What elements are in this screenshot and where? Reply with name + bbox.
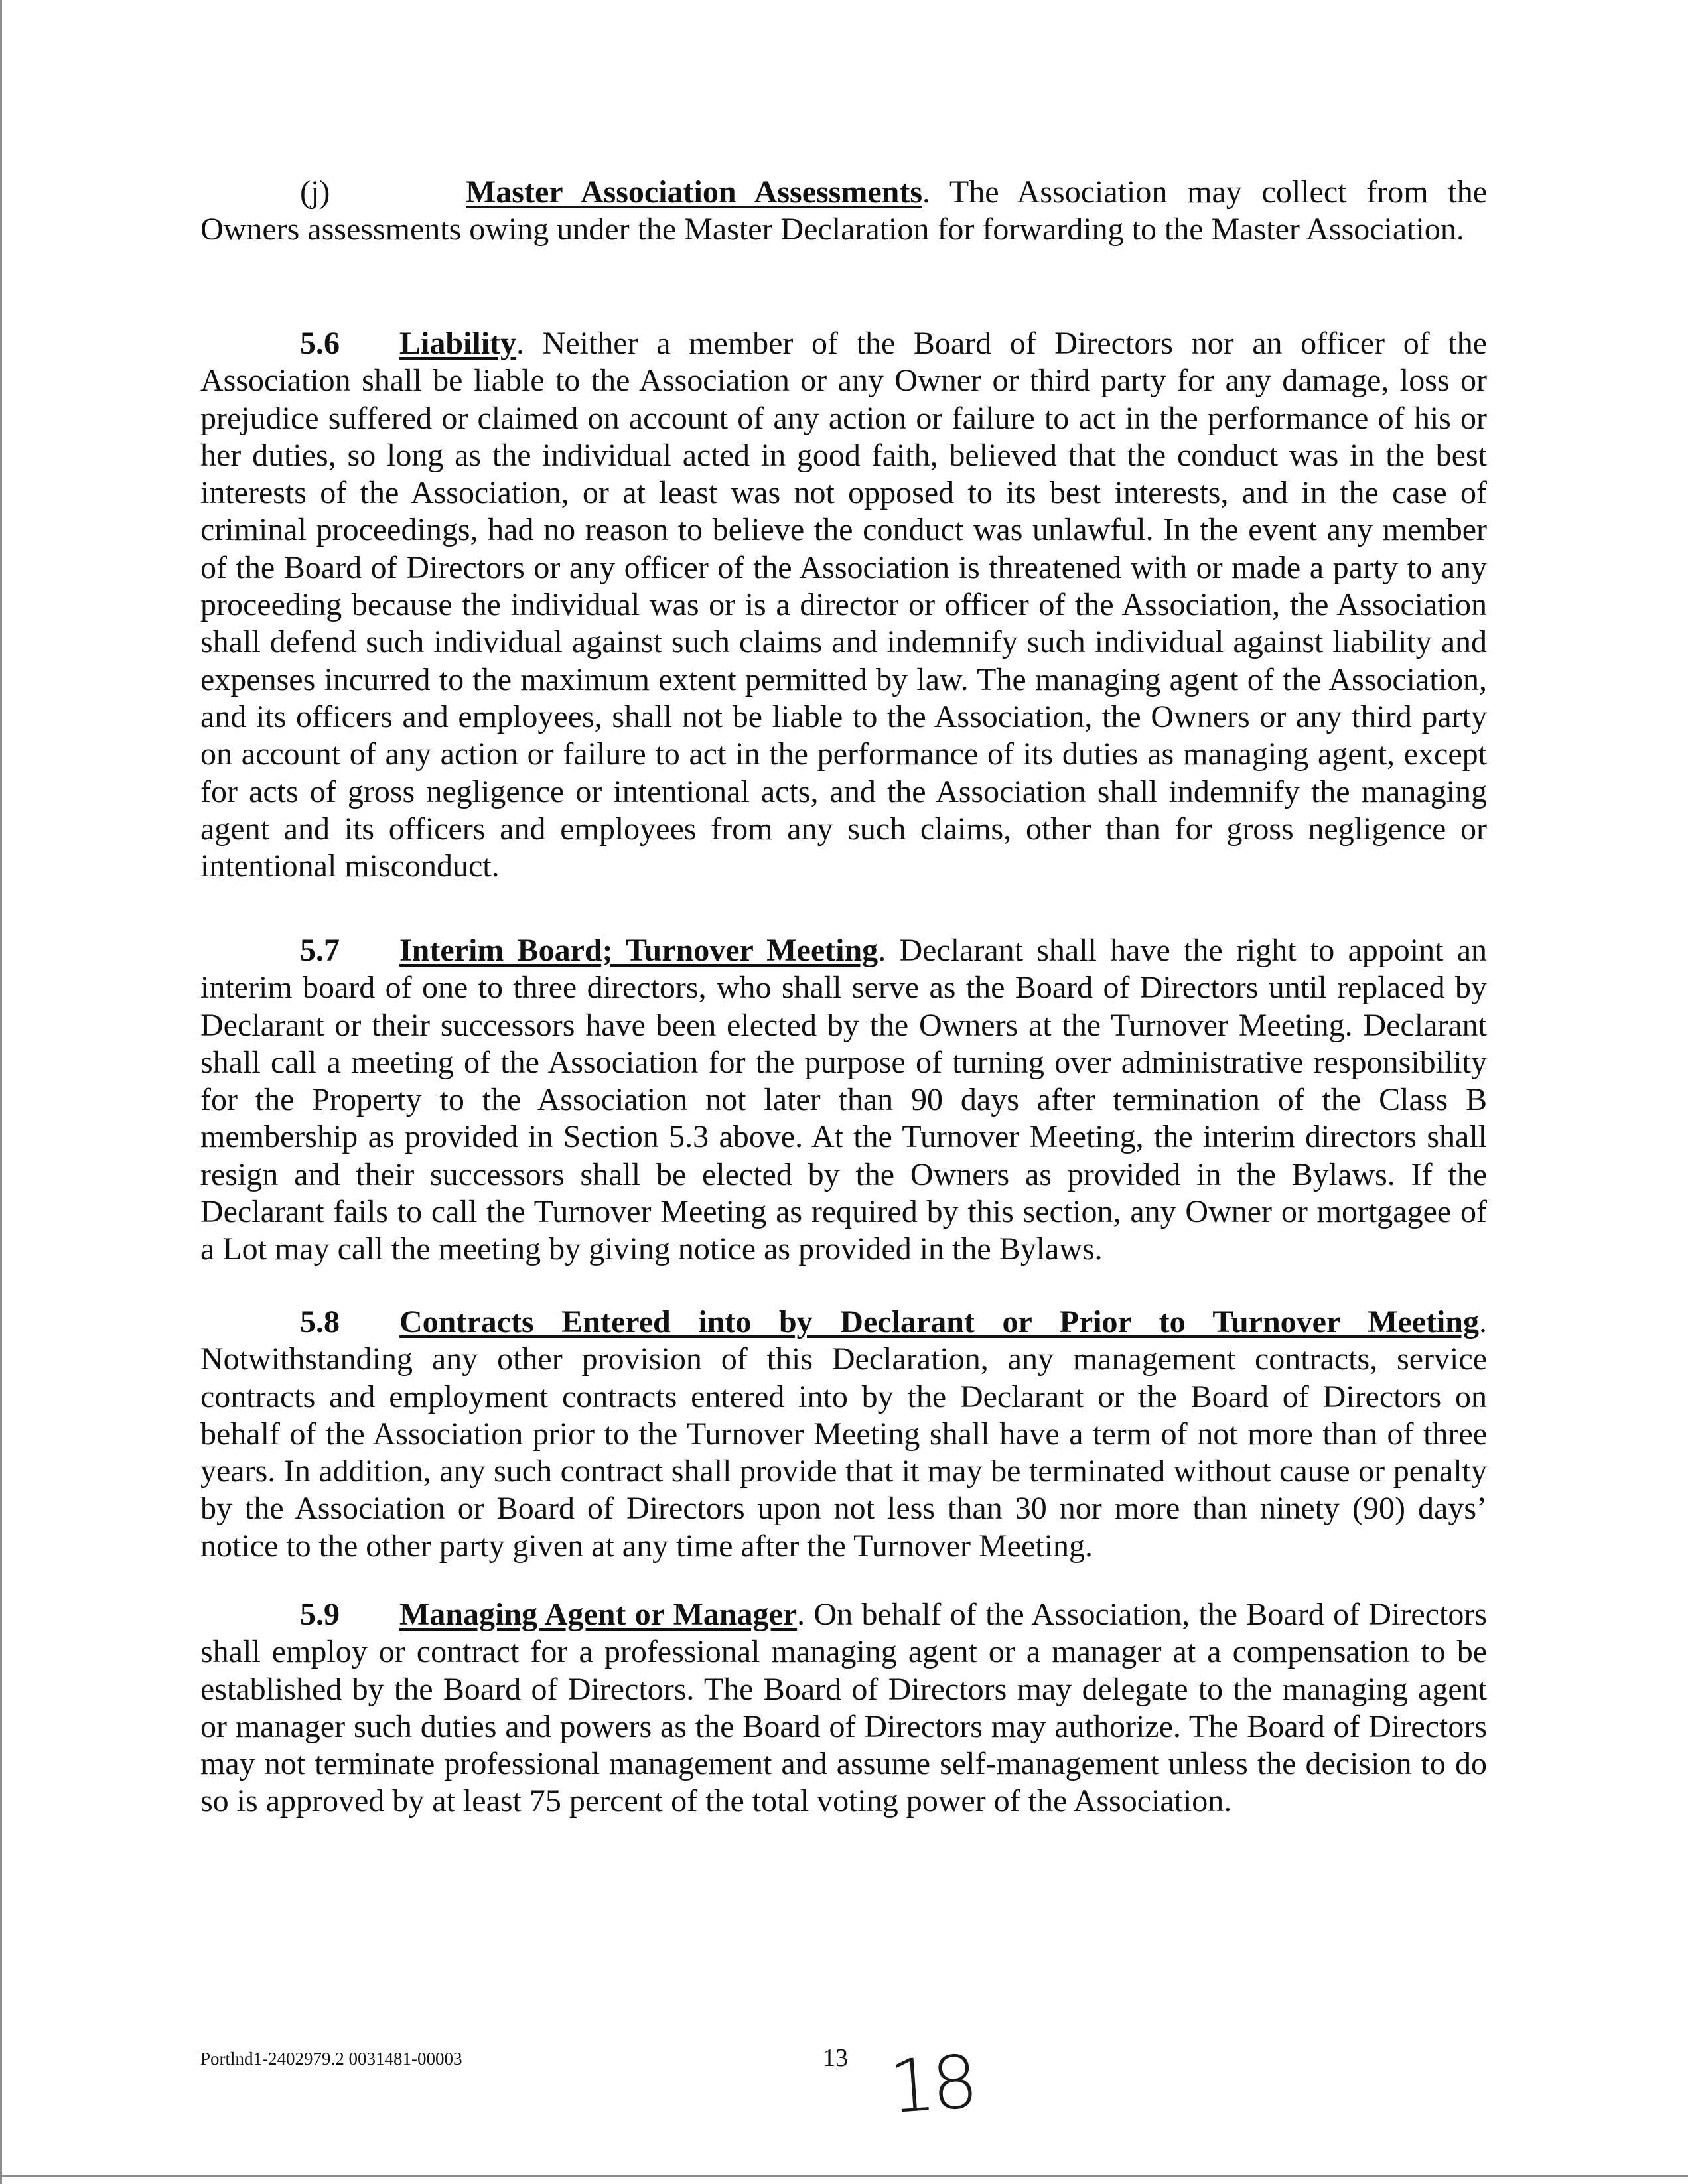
paragraph-5-6 — [200, 325, 1487, 885]
handwritten-page-number: 18 — [886, 2039, 977, 2130]
section-heading: Master Association Assessments — [466, 174, 923, 210]
footer-document-id: Portlnd1-2402979.2 0031481-00003 — [200, 2049, 462, 2069]
section-body: . The Association may collect from the Owners assessments owing under the Master Declaration for forwarding to the Master Association. — [200, 174, 1487, 247]
section-heading: Managing Agent or Manager — [399, 1597, 798, 1632]
section-number: 5.6 — [300, 326, 340, 361]
section-body: . Declarant shall have the right to appoint an interim board of one to three directors, who shall serve as the Board of Directors until replaced by Declarant or their successors have been elected by the Owners at the Turnover Meeting. Declarant shall call a meeting of the Association for the purpose of turning over administrative responsibility for the Property to the Association not later than 90 days after termination of the Class B membership as provided in Section 5.3 above. At the Turnover Meeting, the interim directors shall resign and their successors shall be elected by the Owners as provided in the Bylaws. If the Declarant fails to call the Turnover Meeting as required by this section, any Owner or mortgagee of a Lot may call the meeting by giving notice as provided in the Bylaws. — [200, 933, 1487, 1267]
page-number: 13 — [823, 2044, 848, 2072]
section-number: 5.7 — [300, 933, 340, 968]
scan-left-edge — [0, 0, 2, 2184]
section-number: 5.8 — [300, 1304, 340, 1339]
section-heading: Contracts Entered into by Declarant or Prior to Turnover Meeting — [399, 1304, 1479, 1339]
section-number: 5.9 — [300, 1597, 340, 1632]
section-body: . Neither a member of the Board of Directors nor an officer of the Association shall be liable to the Association or any Owner or third party for any damage, loss or prejudice suffered or claimed on account of any action or failure to act in the performance of his or her duties, so long as the individual acted in good faith, believed that the conduct was in the best interests of the Association, or at least was not opposed to its best interests, and in the case of criminal proceedings, had no reason to believe the conduct was unlawful. In the event any member of the Board of Directors or any officer of the Association is threatened with or made a party to any proceeding because the individual was or is a director or officer of the Association, the Association shall defend such individual against such claims and indemnify such individual against liability and expenses incurred to the maximum extent permitted by law. The managing agent of the Association, and its officers and employees, shall not be liable to the Association, the Owners or any third party on account of any action or failure to act in the performance of its duties as managing agent, except for acts of gross negligence or intentional acts, and the Association shall indemnify the managing agent and its officers and employees from any such claims, other than for gross negligence or intentional misconduct. — [200, 326, 1487, 884]
paragraph-5-8 — [200, 1304, 1487, 1565]
section-number: (j) — [300, 174, 330, 210]
section-body: . On behalf of the Association, the Board of Directors shall employ or contract for a professional managing agent or a manager at a compensation to be established by the Board of Directors. The Board of Directors may delegate to the managing agent or manager such duties and powers as the Board of Directors may authorize. The Board of Directors may not terminate professional management and assume self-management unless the decision to do so is approved by at least 75 percent of the total voting power of the Association. — [200, 1597, 1487, 1819]
section-body: . Notwithstanding any other provision of this Declaration, any management contracts, service contracts and employment contracts entered into by the Declarant or the Board of Directors on behalf of the Association prior to the Turnover Meeting shall have a term of not more than of three years. In addition, any such contract shall provide that it may be terminated without cause or penalty by the Association or Board of Directors upon not less than 30 nor more than ninety (90) days’ notice to the other party given at any time after the Turnover Meeting. — [200, 1304, 1487, 1564]
paragraph-5-7 — [200, 932, 1487, 1268]
paragraph-5-9 — [200, 1596, 1487, 1820]
scan-bottom-edge — [0, 2175, 1688, 2177]
section-heading: Liability — [399, 326, 517, 361]
section-heading: Interim Board; Turnover Meeting — [399, 933, 879, 968]
paragraph-j — [200, 174, 1487, 249]
